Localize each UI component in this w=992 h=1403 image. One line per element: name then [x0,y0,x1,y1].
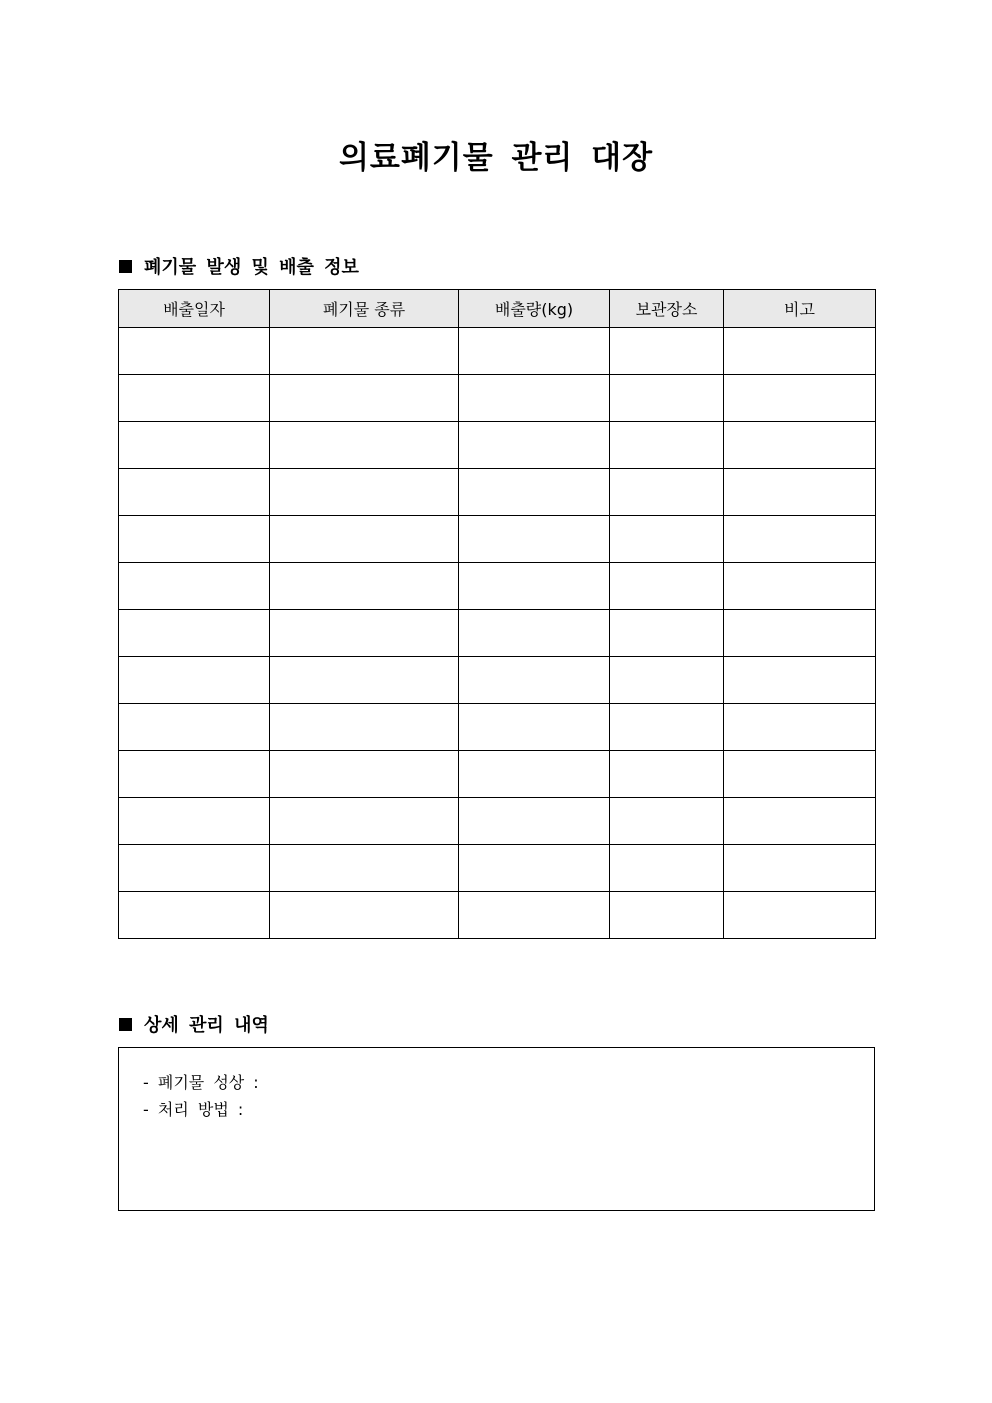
table-row [119,892,876,939]
cell-date[interactable] [119,704,270,751]
cell-remarks[interactable] [724,469,876,516]
table-row [119,375,876,422]
section-heading-label: 폐기물 발생 및 배출 정보 [144,257,359,278]
cell-amount[interactable] [459,798,610,845]
cell-storage[interactable] [610,798,724,845]
cell-date[interactable] [119,375,270,422]
cell-remarks[interactable] [724,892,876,939]
table-row [119,422,876,469]
section-heading-details [119,1011,269,1037]
table-row [119,563,876,610]
table-body [119,328,876,939]
cell-type[interactable] [270,704,459,751]
table-row [119,657,876,704]
cell-type[interactable] [270,328,459,375]
table-row [119,516,876,563]
cell-amount[interactable] [459,845,610,892]
cell-date[interactable] [119,892,270,939]
cell-type[interactable] [270,469,459,516]
table-row [119,704,876,751]
cell-storage[interactable] [610,657,724,704]
cell-amount[interactable] [459,704,610,751]
page-title: 의료폐기물 관리 대장 [338,140,654,176]
square-bullet-icon [119,260,132,273]
cell-amount[interactable] [459,469,610,516]
cell-remarks[interactable] [724,798,876,845]
cell-storage[interactable] [610,892,724,939]
column-header-amount: 배출량(kg) [459,290,610,328]
table-row [119,610,876,657]
cell-date[interactable] [119,610,270,657]
column-header-storage: 보관장소 [610,290,724,328]
square-bullet-icon [119,1018,132,1031]
cell-type[interactable] [270,516,459,563]
cell-storage[interactable] [610,422,724,469]
cell-amount[interactable] [459,657,610,704]
cell-amount[interactable] [459,375,610,422]
cell-amount[interactable] [459,751,610,798]
cell-date[interactable] [119,845,270,892]
cell-amount[interactable] [459,422,610,469]
section-heading-emission [119,253,359,279]
cell-date[interactable] [119,516,270,563]
waste-ledger-table [118,289,876,939]
section-heading-label: 상세 관리 내역 [144,1015,269,1036]
cell-date[interactable] [119,469,270,516]
cell-storage[interactable] [610,845,724,892]
cell-amount[interactable] [459,610,610,657]
cell-storage[interactable] [610,469,724,516]
table-row [119,328,876,375]
cell-remarks[interactable] [724,563,876,610]
cell-type[interactable] [270,798,459,845]
cell-type[interactable] [270,563,459,610]
cell-storage[interactable] [610,751,724,798]
cell-date[interactable] [119,798,270,845]
cell-date[interactable] [119,563,270,610]
cell-type[interactable] [270,845,459,892]
column-header-remarks: 비고 [724,290,876,328]
cell-type[interactable] [270,892,459,939]
table-row [119,469,876,516]
cell-type[interactable] [270,422,459,469]
table-row [119,798,876,845]
cell-remarks[interactable] [724,610,876,657]
column-header-date: 배출일자 [119,290,270,328]
cell-remarks[interactable] [724,328,876,375]
cell-remarks[interactable] [724,516,876,563]
detail-line-treatment-method: - 처리 방법 : [143,1100,244,1119]
table-header-row [119,290,876,328]
cell-date[interactable] [119,657,270,704]
cell-remarks[interactable] [724,845,876,892]
cell-remarks[interactable] [724,657,876,704]
cell-storage[interactable] [610,328,724,375]
cell-remarks[interactable] [724,751,876,798]
cell-remarks[interactable] [724,422,876,469]
cell-amount[interactable] [459,892,610,939]
cell-type[interactable] [270,375,459,422]
cell-remarks[interactable] [724,375,876,422]
cell-type[interactable] [270,751,459,798]
cell-amount[interactable] [459,328,610,375]
detail-line-waste-property: - 폐기물 성상 : [143,1073,259,1092]
table-row [119,751,876,798]
cell-type[interactable] [270,657,459,704]
cell-storage[interactable] [610,610,724,657]
cell-storage[interactable] [610,375,724,422]
cell-date[interactable] [119,328,270,375]
cell-type[interactable] [270,610,459,657]
cell-amount[interactable] [459,563,610,610]
cell-storage[interactable] [610,516,724,563]
detail-box[interactable] [118,1047,875,1211]
column-header-type: 폐기물 종류 [270,290,459,328]
cell-storage[interactable] [610,563,724,610]
cell-storage[interactable] [610,704,724,751]
cell-amount[interactable] [459,516,610,563]
cell-date[interactable] [119,751,270,798]
cell-date[interactable] [119,422,270,469]
table-row [119,845,876,892]
cell-remarks[interactable] [724,704,876,751]
